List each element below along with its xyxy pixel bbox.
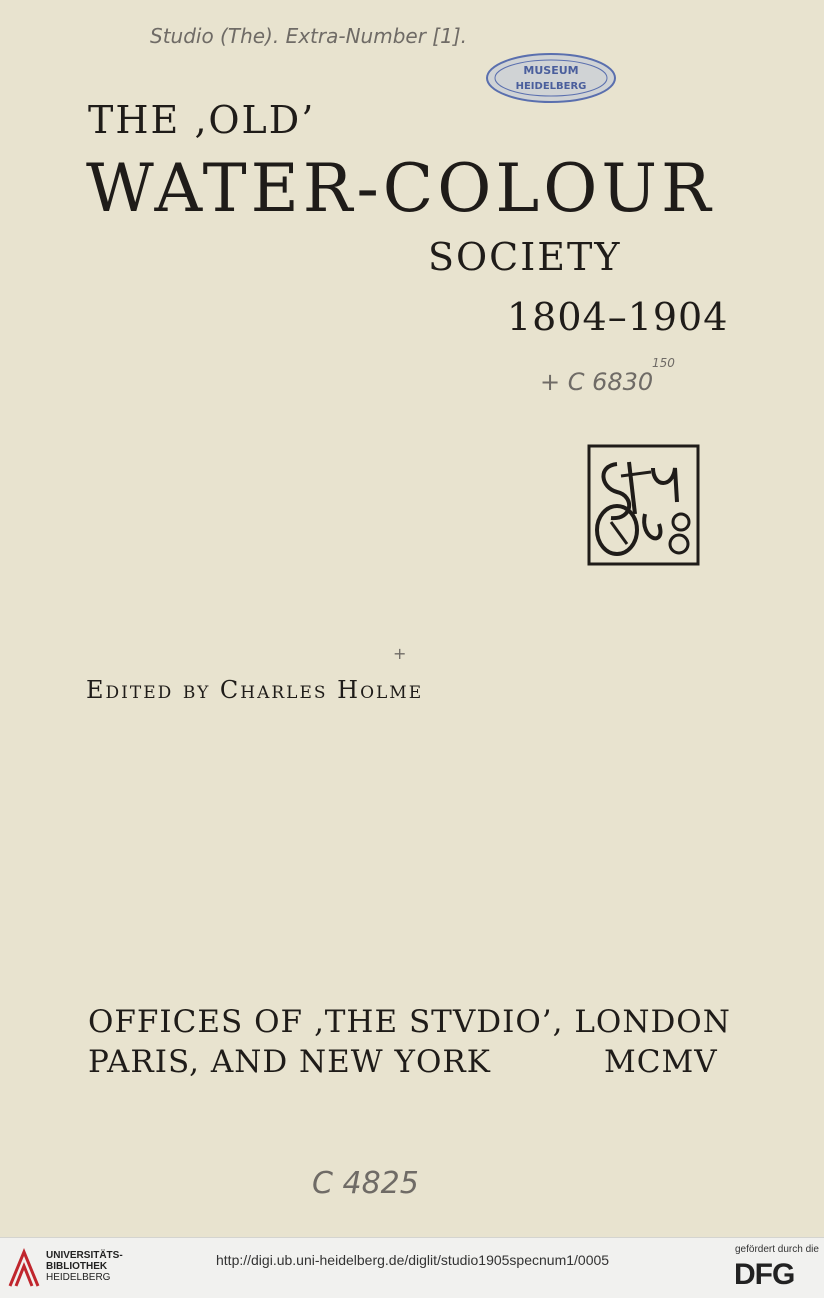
title-dates: 1804–1904 xyxy=(507,295,729,339)
dfg-logo: DFG xyxy=(734,1258,795,1291)
library-name-line-3: HEIDELBERG xyxy=(46,1272,111,1283)
library-name-line-2: BIBLIOTHEK xyxy=(46,1261,108,1272)
university-library-logo-icon xyxy=(8,1248,40,1288)
handwritten-catalog-note: Studio (The). Extra-Number [1]. xyxy=(150,24,467,48)
stamp-text-top: MUSEUM xyxy=(523,64,579,77)
imprint-line-2: PARIS, AND NEW YORK xyxy=(88,1044,491,1080)
permalink-url[interactable]: http://digi.ub.uni-heidelberg.de/diglit/studio1905specnum1/0005 xyxy=(216,1252,610,1268)
imprint-line-1: OFFICES OF ‚THE STVDIO’, LONDON xyxy=(88,1004,731,1040)
library-name-line-1: UNIVERSITÄTS- xyxy=(46,1250,123,1261)
handwritten-call-number-sup: 150 xyxy=(652,356,675,370)
title-line-1: THE ‚OLD’ xyxy=(88,98,316,142)
funded-by-label: gefördert durch die xyxy=(735,1244,819,1255)
title-line-2: WATER-COLOUR xyxy=(86,150,715,227)
handwritten-call-number: + C 6830 xyxy=(540,368,654,396)
stamp-text-bottom: HEIDELBERG xyxy=(515,81,587,92)
library-name xyxy=(46,1250,123,1283)
digitization-footer xyxy=(0,1237,824,1298)
title-line-3: SOCIETY xyxy=(428,235,622,279)
museum-stamp xyxy=(484,50,618,106)
studio-monogram-logo xyxy=(587,444,700,566)
handwritten-plus-mark: + xyxy=(393,644,407,663)
handwritten-shelf-mark: C 4825 xyxy=(312,1166,419,1201)
imprint-year: MCMV xyxy=(604,1044,718,1080)
editor-credit: Edited by Charles Holme xyxy=(86,676,424,704)
